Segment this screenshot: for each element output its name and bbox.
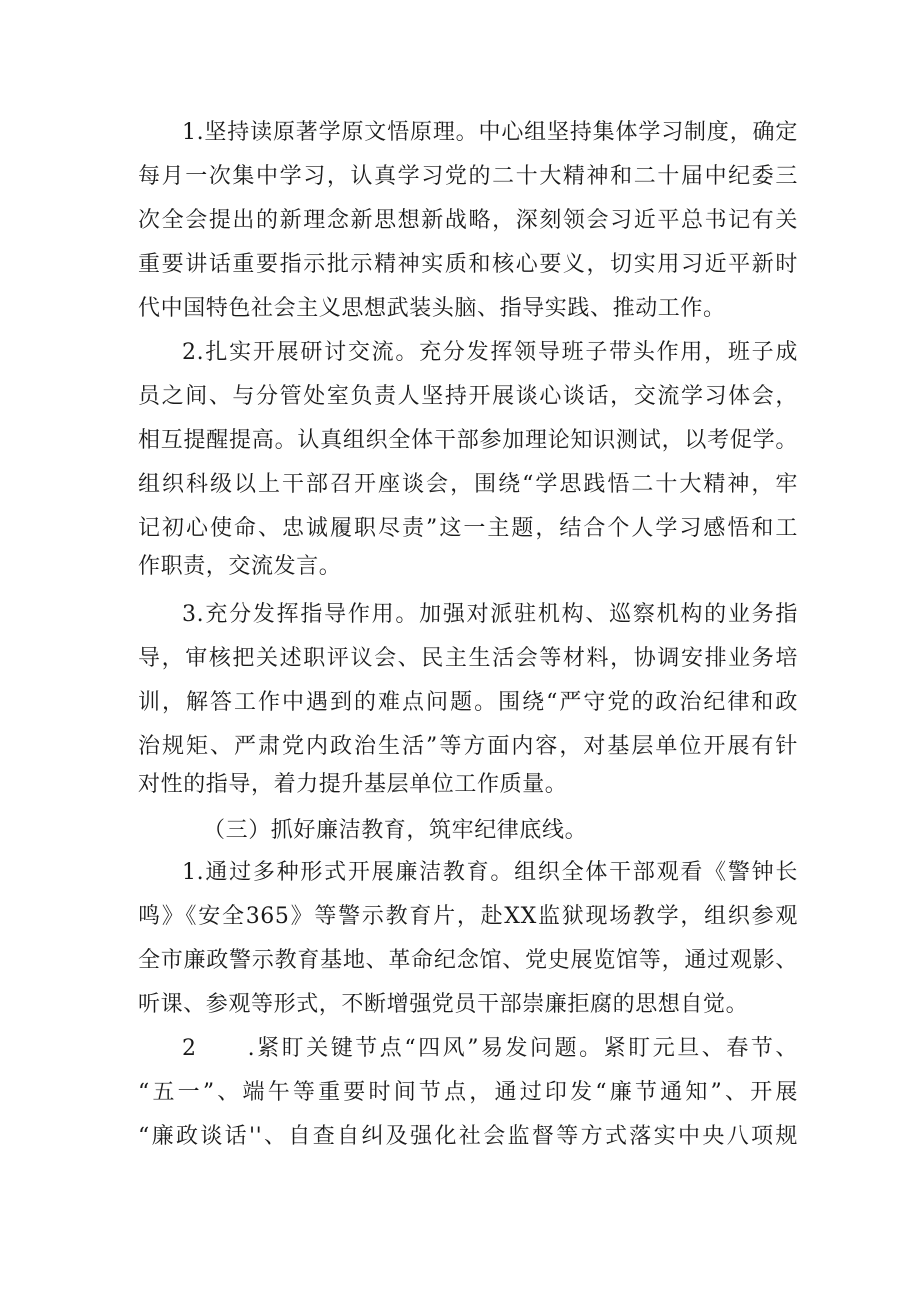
paragraph-1-line-4: 重要讲话重要指示批示精神实质和核心要义，切实用习近平新时: [138, 252, 798, 277]
paragraph-5-line-2: “五一”、端午等重要时间节点，通过印发“廉节通知”、开展: [138, 1080, 798, 1105]
paragraph-3-line-2: 导，审核把关述职评议会、民主生活会等材料，协调安排业务培: [138, 646, 798, 671]
paragraph-3-line-3: 训，解答工作中遇到的难点问题。围绕“严守党的政治纪律和政: [138, 690, 798, 715]
paragraph-2-line-4: 组织科级以上干部召开座谈会，围绕“学思践悟二十大精神，牢: [138, 472, 798, 497]
paragraph-2-line-1: 2.扎实开展研讨交流。充分发挥领导班子带头作用，班子成: [182, 340, 798, 365]
paragraph-3-line-5: 对性的指导，着力提升基层单位工作质量。: [138, 772, 568, 797]
paragraph-1-line-3: 次全会提出的新理念新思想新战略，深刻领会习近平总书记有关: [138, 208, 798, 233]
paragraph-3-line-1: 3.充分发挥指导作用。加强对派驻机构、巡察机构的业务指: [182, 602, 798, 627]
paragraph-4-line-3: 全市廉政警示教育基地、革命纪念馆、党史展览馆等，通过观影、: [138, 948, 798, 973]
paragraph-1-line-1: 1.坚持读原著学原文悟原理。中心组坚持集体学习制度，确定: [182, 120, 798, 145]
paragraph-2-line-3: 相互提醒提高。认真组织全体干部参加理论知识测试，以考促学。: [138, 428, 798, 453]
paragraph-2-line-6: 作职责，交流发言。: [138, 554, 342, 579]
paragraph-3-line-4: 治规矩、严肃党内政治生活”等方面内容，对基层单位开展有针: [138, 734, 798, 759]
paragraph-4-line-4: 听课、参观等形式，不断增强党员干部崇廉拒腐的思想自觉。: [138, 992, 749, 1017]
paragraph-5-line-3: “廉政谈话''、自查自纠及强化社会监督等方式落实中央八项规: [138, 1124, 798, 1149]
paragraph-5-line-1: 2 .紧盯关键节点“四风”易发问题。紧盯元旦、春节、: [182, 1036, 798, 1061]
paragraph-4-line-1: 1.通过多种形式开展廉洁教育。组织全体干部观看《警钟长: [182, 860, 798, 885]
paragraph-1-line-2: 每月一次集中学习，认真学习党的二十大精神和二十届中纪委三: [138, 164, 798, 189]
paragraph-4-line-2: 鸣》《安全365》等警示教育片，赴XX监狱现场教学，组织参观: [138, 904, 798, 929]
paragraph-2-line-5: 记初心使命、忠诚履职尽责”这一主题，结合个人学习感悟和工: [138, 516, 798, 541]
paragraph-2-line-2: 员之间、与分管处室负责人坚持开展谈心谈话，交流学习体会，: [138, 384, 798, 409]
paragraph-1-line-5: 代中国特色社会主义思想武装头脑、指导实践、推动工作。: [138, 296, 726, 321]
section-heading: （三）抓好廉洁教育，筑牢纪律底线。: [203, 818, 588, 843]
